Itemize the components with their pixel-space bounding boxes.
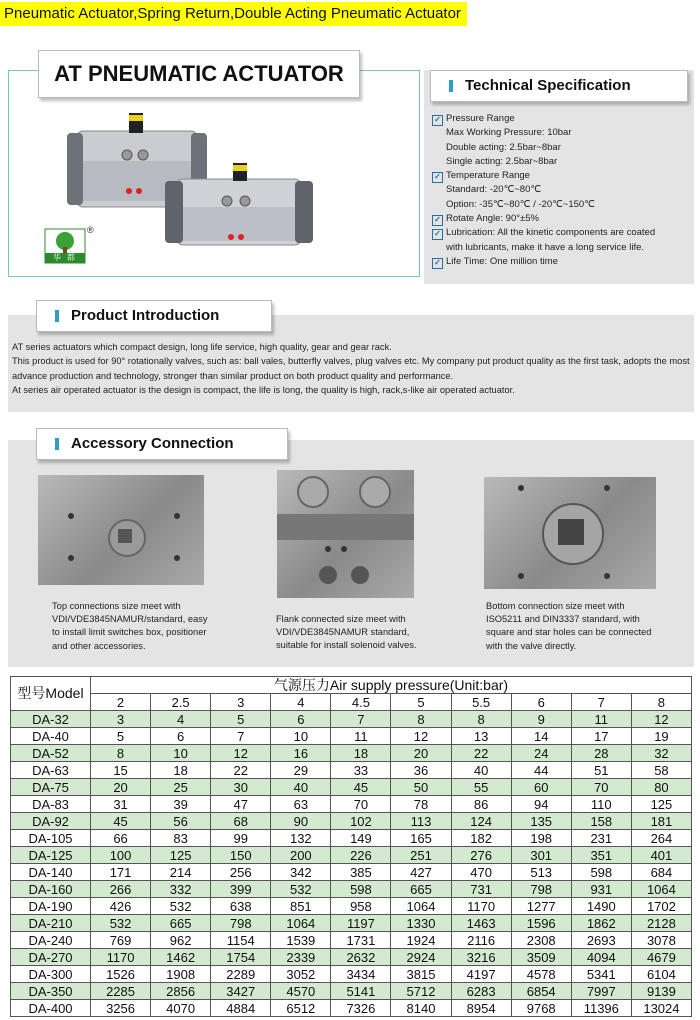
torque-cell: 3256 [91,1000,151,1017]
model-cell: DA-240 [11,932,91,949]
pressure-cell: 8 [631,694,691,711]
torque-cell: 2289 [211,966,271,983]
torque-cell: 426 [91,898,151,915]
model-cell: DA-105 [11,830,91,847]
torque-cell: 68 [211,813,271,830]
torque-cell: 4070 [151,1000,211,1017]
intro-paragraph: AT series actuators which compact design, long life service, high quality, gear and gear rack. [12,342,392,352]
torque-cell: 78 [391,796,451,813]
accessory-title [36,428,288,460]
torque-cell: 102 [331,813,391,830]
bottom-connection-photo [484,477,656,589]
pressure-cell: 2 [91,694,151,711]
torque-cell: 2116 [451,932,511,949]
torque-cell: 6283 [451,983,511,1000]
torque-cell: 7326 [331,1000,391,1017]
torque-cell: 3216 [451,949,511,966]
torque-cell: 181 [631,813,691,830]
spec-subitem: Double acting: 2.5bar~8bar [446,141,561,153]
torque-cell: 29 [271,762,331,779]
torque-cell: 24 [511,745,571,762]
table-row [11,762,692,779]
section-marker [55,438,59,450]
spec-title [430,70,688,102]
torque-cell: 30 [211,779,271,796]
torque-cell: 4570 [271,983,331,1000]
torque-cell: 385 [331,864,391,881]
torque-cell: 665 [151,915,211,932]
torque-cell: 1154 [211,932,271,949]
logo-registered-mark: ® [87,225,94,235]
torque-cell: 1539 [271,932,331,949]
model-cell: DA-350 [11,983,91,1000]
torque-cell: 3 [91,711,151,728]
table-row [11,779,692,796]
torque-cell: 12 [631,711,691,728]
spec-item: ✓ Lubrication: All the kinetic components are coated [432,226,694,240]
flank-connection-photo [277,470,414,598]
air-supply-table [10,676,692,1017]
torque-cell: 5 [211,711,271,728]
torque-cell: 8 [91,745,151,762]
torque-cell: 8140 [391,1000,451,1017]
torque-cell: 171 [91,864,151,881]
torque-cell: 6512 [271,1000,331,1017]
torque-cell: 1064 [271,915,331,932]
torque-cell: 124 [451,813,511,830]
torque-cell: 214 [151,864,211,881]
torque-cell: 44 [511,762,571,779]
torque-cell: 4679 [631,949,691,966]
model-cell: DA-190 [11,898,91,915]
torque-cell: 70 [571,779,631,796]
torque-cell: 665 [391,881,451,898]
section-marker [55,310,59,322]
torque-cell: 63 [271,796,331,813]
torque-cell: 2128 [631,915,691,932]
actuator-image [9,71,419,276]
torque-cell: 11 [571,711,631,728]
torque-cell: 276 [451,847,511,864]
table-row [11,1000,692,1017]
torque-cell: 4094 [571,949,631,966]
torque-cell: 19 [631,728,691,745]
torque-cell: 8954 [451,1000,511,1017]
torque-cell: 5341 [571,966,631,983]
page-banner: Pneumatic Actuator,Spring Return,Double Acting Pneumatic Actuator [0,2,467,26]
model-cell: DA-40 [11,728,91,745]
torque-cell: 80 [631,779,691,796]
torque-cell: 7997 [571,983,631,1000]
torque-cell: 182 [451,830,511,847]
torque-cell: 6 [151,728,211,745]
torque-cell: 12 [211,745,271,762]
torque-cell: 125 [151,847,211,864]
torque-cell: 58 [631,762,691,779]
torque-cell: 3509 [511,949,571,966]
model-cell: DA-63 [11,762,91,779]
spec-item: ✓ Temperature Range [432,169,694,183]
torque-cell: 51 [571,762,631,779]
torque-cell: 798 [211,915,271,932]
hero-title: AT PNEUMATIC ACTUATOR [38,50,360,98]
model-cell: DA-52 [11,745,91,762]
torque-cell: 149 [331,830,391,847]
torque-cell: 4 [151,711,211,728]
torque-cell: 17 [571,728,631,745]
torque-cell: 638 [211,898,271,915]
torque-cell: 55 [451,779,511,796]
torque-cell: 1170 [91,949,151,966]
torque-cell: 9 [511,711,571,728]
torque-cell: 1702 [631,898,691,915]
torque-cell: 83 [151,830,211,847]
table-row [11,915,692,932]
torque-cell: 1277 [511,898,571,915]
torque-cell: 731 [451,881,511,898]
torque-cell: 3427 [211,983,271,1000]
intro-title-text: Product Introduction [71,307,220,324]
torque-cell: 66 [91,830,151,847]
model-cell: DA-210 [11,915,91,932]
torque-cell: 1330 [391,915,451,932]
torque-cell: 1731 [331,932,391,949]
model-cell: DA-75 [11,779,91,796]
pressure-cell: 2.5 [151,694,211,711]
pressure-cell: 7 [571,694,631,711]
torque-cell: 200 [271,847,331,864]
torque-cell: 301 [511,847,571,864]
spec-subitem: Single acting: 2.5bar~8bar [446,155,558,167]
torque-cell: 251 [391,847,451,864]
torque-cell: 40 [451,762,511,779]
torque-cell: 351 [571,847,631,864]
intro-paragraph: At series air operated actuator is the design is compact, the life is long, the quality is high, rack,s-like air operated actuator. [12,385,515,396]
torque-cell: 427 [391,864,451,881]
torque-cell: 6104 [631,966,691,983]
torque-cell: 45 [331,779,391,796]
torque-cell: 958 [331,898,391,915]
spec-item: ✓ Rotate Angle: 90°±5% [432,212,694,226]
torque-cell: 226 [331,847,391,864]
checkbox-icon: ✓ [432,258,443,269]
torque-cell: 8 [391,711,451,728]
torque-cell: 16 [271,745,331,762]
pressure-values-row [11,694,692,711]
torque-cell: 99 [211,830,271,847]
torque-cell: 2308 [511,932,571,949]
torque-cell: 94 [511,796,571,813]
torque-cell: 10 [151,745,211,762]
torque-cell: 11 [331,728,391,745]
torque-cell: 798 [511,881,571,898]
torque-cell: 40 [271,779,331,796]
intro-text [12,340,692,398]
spec-list [432,112,694,269]
torque-cell: 684 [631,864,691,881]
torque-cell: 266 [91,881,151,898]
hero-panel [8,70,420,277]
torque-cell: 45 [91,813,151,830]
table-row [11,745,692,762]
torque-cell: 4884 [211,1000,271,1017]
torque-cell: 8 [451,711,511,728]
torque-cell: 342 [271,864,331,881]
torque-cell: 532 [91,915,151,932]
pressure-cell: 5 [391,694,451,711]
torque-cell: 86 [451,796,511,813]
model-cell: DA-300 [11,966,91,983]
model-cell: DA-160 [11,881,91,898]
torque-cell: 18 [151,762,211,779]
torque-cell: 1170 [451,898,511,915]
torque-cell: 532 [271,881,331,898]
pressure-header: 气源压力Air supply pressure(Unit:bar) [91,677,692,694]
torque-cell: 851 [271,898,331,915]
torque-cell: 1908 [151,966,211,983]
torque-cell: 3078 [631,932,691,949]
torque-cell: 39 [151,796,211,813]
torque-cell: 7 [211,728,271,745]
torque-cell: 9139 [631,983,691,1000]
spec-item: ✓ Pressure Range [432,112,694,126]
torque-cell: 2632 [331,949,391,966]
torque-cell: 3434 [331,966,391,983]
intro-title [36,300,272,332]
torque-cell: 470 [451,864,511,881]
torque-cell: 13024 [631,1000,691,1017]
checkbox-icon: ✓ [432,172,443,183]
spec-subitem: with lubricants, make it have a long service life. [446,241,645,253]
model-cell: DA-83 [11,796,91,813]
pressure-cell: 4.5 [331,694,391,711]
model-header: 型号Model [11,677,91,711]
table-row [11,864,692,881]
torque-cell: 22 [211,762,271,779]
torque-cell: 50 [391,779,451,796]
torque-cell: 1197 [331,915,391,932]
torque-cell: 399 [211,881,271,898]
torque-cell: 1754 [211,949,271,966]
torque-cell: 931 [571,881,631,898]
torque-cell: 1924 [391,932,451,949]
torque-cell: 6 [271,711,331,728]
torque-cell: 22 [451,745,511,762]
torque-cell: 20 [91,779,151,796]
pressure-cell: 4 [271,694,331,711]
torque-cell: 36 [391,762,451,779]
torque-cell: 113 [391,813,451,830]
spec-item: ✓ Life Time: One million time [432,255,694,269]
table-row [11,830,692,847]
table-row [11,949,692,966]
torque-cell: 1526 [91,966,151,983]
table-row [11,711,692,728]
torque-cell: 2285 [91,983,151,1000]
table-row [11,847,692,864]
torque-cell: 598 [331,881,391,898]
torque-cell: 32 [631,745,691,762]
torque-cell: 9768 [511,1000,571,1017]
table-header-row [11,677,692,694]
top-connection-photo [38,475,204,585]
torque-cell: 20 [391,745,451,762]
spec-subitem: Max Working Pressure: 10bar [446,127,572,139]
table-row [11,983,692,1000]
torque-cell: 100 [91,847,151,864]
torque-cell: 4578 [511,966,571,983]
model-cell: DA-125 [11,847,91,864]
torque-cell: 769 [91,932,151,949]
table-row [11,881,692,898]
table-row [11,898,692,915]
torque-cell: 598 [571,864,631,881]
torque-cell: 962 [151,932,211,949]
torque-cell: 11396 [571,1000,631,1017]
torque-cell: 10 [271,728,331,745]
torque-cell: 33 [331,762,391,779]
intro-paragraph: This product is used for 90° rotationally valves, such as: ball vales, butterfly valves, plug valves etc. My company put product quality as the first task, adopts the most advance production and technology, stronger than similar product on both product quality and performance. [12,356,690,381]
torque-cell: 13 [451,728,511,745]
model-cell: DA-140 [11,864,91,881]
torque-cell: 1064 [631,881,691,898]
section-marker [449,80,453,92]
torque-cell: 532 [151,898,211,915]
torque-cell: 158 [571,813,631,830]
torque-cell: 18 [331,745,391,762]
checkbox-icon: ✓ [432,215,443,226]
logo-text: 华都 [53,253,81,262]
spec-subitem: Option: -35℃~80℃ / -20℃~150℃ [446,198,595,210]
torque-cell: 2339 [271,949,331,966]
pressure-cell: 6 [511,694,571,711]
torque-cell: 165 [391,830,451,847]
torque-cell: 1463 [451,915,511,932]
torque-cell: 2693 [571,932,631,949]
checkbox-icon: ✓ [432,115,443,126]
torque-cell: 3815 [391,966,451,983]
model-cell: DA-32 [11,711,91,728]
table-row [11,796,692,813]
torque-cell: 2924 [391,949,451,966]
spec-title-text: Technical Specification [465,77,631,94]
torque-cell: 4197 [451,966,511,983]
pressure-cell: 3 [211,694,271,711]
torque-cell: 135 [511,813,571,830]
torque-cell: 31 [91,796,151,813]
torque-cell: 5712 [391,983,451,1000]
torque-cell: 70 [331,796,391,813]
torque-cell: 2856 [151,983,211,1000]
torque-cell: 7 [331,711,391,728]
torque-cell: 1462 [151,949,211,966]
torque-cell: 56 [151,813,211,830]
torque-cell: 3052 [271,966,331,983]
torque-cell: 1064 [391,898,451,915]
torque-cell: 1596 [511,915,571,932]
torque-cell: 198 [511,830,571,847]
torque-cell: 150 [211,847,271,864]
torque-cell: 5 [91,728,151,745]
checkbox-icon: ✓ [432,229,443,240]
accessory-title-text: Accessory Connection [71,435,234,452]
torque-cell: 264 [631,830,691,847]
table-row [11,932,692,949]
torque-cell: 110 [571,796,631,813]
torque-cell: 28 [571,745,631,762]
spec-subitem: Standard: -20℃~80℃ [446,184,542,196]
torque-cell: 12 [391,728,451,745]
torque-cell: 5141 [331,983,391,1000]
torque-cell: 401 [631,847,691,864]
table-row [11,813,692,830]
torque-cell: 1862 [571,915,631,932]
torque-cell: 513 [511,864,571,881]
torque-cell: 47 [211,796,271,813]
bottom-connection-caption: Bottom connection size meet with ISO5211 and DIN3337 standard, with square and star holes can be connected with the valve directly. [486,601,652,651]
table-row [11,728,692,745]
torque-cell: 6854 [511,983,571,1000]
torque-cell: 90 [271,813,331,830]
torque-cell: 332 [151,881,211,898]
torque-cell: 60 [511,779,571,796]
torque-cell: 125 [631,796,691,813]
top-connection-caption: Top connections size meet with VDI/VDE3845NAMUR/standard, easy to install limit switches box, positioner and other accessories. [52,601,208,651]
torque-cell: 1490 [571,898,631,915]
torque-cell: 15 [91,762,151,779]
model-cell: DA-400 [11,1000,91,1017]
torque-cell: 14 [511,728,571,745]
torque-cell: 231 [571,830,631,847]
table-row [11,966,692,983]
torque-cell: 256 [211,864,271,881]
model-cell: DA-92 [11,813,91,830]
torque-cell: 132 [271,830,331,847]
flank-connection-caption: Flank connected size meet with VDI/VDE3845NAMUR standard, suitable for install solenoid valves. [276,614,417,651]
torque-cell: 25 [151,779,211,796]
model-cell: DA-270 [11,949,91,966]
pressure-cell: 5.5 [451,694,511,711]
